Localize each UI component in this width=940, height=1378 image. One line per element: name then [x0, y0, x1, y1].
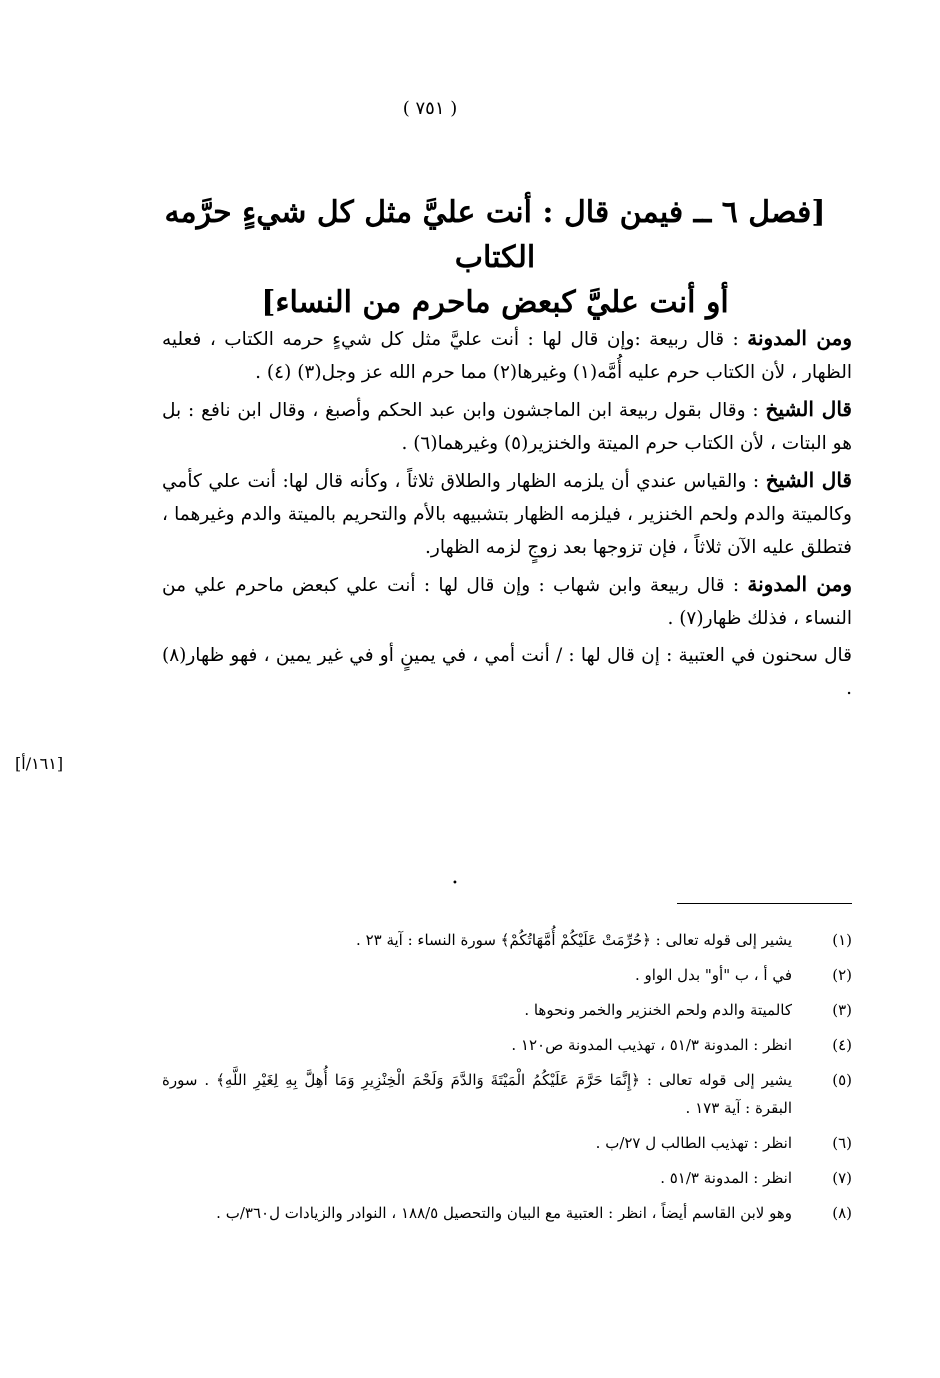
chapter-title-line-1: [فصل ٦ ــ فيمن قال : أنت عليَّ مثل كل شيءٍ حرَّمه الكتاب: [164, 195, 826, 275]
footnote-number: (٦): [832, 1134, 852, 1152]
footnote-text: يشير إلى قوله تعالى : ﴿إِنَّمَا حَرَّمَ عَلَيْكُمُ الْمَيْتَةَ وَالدَّمَ وَلَحْمَ الْخِنْزِيرِ وَمَا أُهِلَّ بِهِ لِغَيْرِ اللَّهِ﴾ . سورة البقرة : آية ١٧٣ .: [162, 1071, 792, 1117]
paragraph-text: قال سحنون في العتبية : إن قال لها : / أنت أمي ، في يمينٍ أو في غير يمين ، فهو ظهار(٨) .: [162, 645, 852, 699]
footnote-number: (١): [832, 931, 852, 949]
footnote-text: انظر : المدونة ٥١/٣ .: [660, 1169, 792, 1187]
footnote-text: انظر : تهذيب الطالب ل ٢٧/ب .: [595, 1134, 792, 1152]
paragraph-lead: ومن المدونة: [747, 326, 853, 350]
footnote-text: كالميتة والدم ولحم الخنزير والخمر ونحوها .: [524, 1001, 792, 1019]
chapter-title: [145, 190, 845, 325]
paragraph-lead: قال الشيخ: [765, 397, 852, 421]
footnote-number: (٣): [832, 1001, 852, 1019]
paragraph-text: : قال ربيعة :وإن قال لها : أنت عليَّ مثل كل شيءٍ حرمه الكتاب ، فعليه الظهار ، لأن الكتاب حرم عليه أُمَّه(١) وغيرها(٢) مما حرم الله عز وجل(٣) (٤) .: [162, 329, 852, 383]
footnote-text: وهو لابن القاسم أيضاً ، انظر : العتبية مع البيان والتحصيل ١٨٨/٥ ، النوادر والزيادات ل٣٦٠/ب .: [216, 1204, 792, 1222]
paragraph-text: : والقياس عندي أن يلزمه الظهار والطلاق ثلاثاً ، وكأنه قال لها: أنت علي كأمي وكالميتة والدم ولحم الخنزير ، فيلزمه الظهار بتشبيهه بالأم والتحريم بالميتة والدم وغيرهما ، فتطلق عليه الآن ثلاثاً ، فإن تزوجها بعد زوجٍ لزمه الظهار.: [162, 471, 852, 558]
footnote-text: انظر : المدونة ٥١/٣ ، تهذيب المدونة ص١٢٠ .: [511, 1036, 792, 1054]
paragraph-4: [162, 568, 852, 635]
paragraph-3: [162, 464, 852, 564]
page-number: ( ٧٥١ ): [402, 98, 458, 119]
print-dot: •: [452, 878, 458, 889]
footnote: [162, 961, 852, 989]
footnote: [162, 926, 852, 954]
manuscript-folio-reference: [١٦١/أ]: [15, 754, 64, 773]
main-text: [162, 322, 852, 709]
footnote: [162, 1129, 852, 1157]
footnote: [162, 1066, 852, 1122]
paragraph-text: : وقال بقول ربيعة ابن الماجشون وابن عبد الحكم وأصبغ ، وقال ابن نافع : بل هو البتات ، لأن الكتاب حرم الميتة والخنزير(٥) وغيرهما(٦) .: [162, 400, 852, 454]
footnote-text: في أ ، ب "أو" بدل الواو .: [634, 966, 792, 984]
footnote-number: (٧): [832, 1169, 852, 1187]
footnote-divider: [677, 903, 852, 904]
chapter-title-line-2: أو أنت عليَّ كبعض ماحرم من النساء]: [261, 285, 729, 320]
paragraph-text: : قال ربيعة وابن شهاب : وإن قال لها : أنت علي كبعض ماحرم علي من النساء ، فذلك ظهار(٧) .: [162, 575, 852, 629]
footnote: [162, 996, 852, 1024]
footnotes: [162, 926, 852, 1234]
paragraph-2: [162, 393, 852, 460]
footnote-number: (٤): [832, 1036, 852, 1054]
footnote-text: يشير إلى قوله تعالى : ﴿حُرِّمَتْ عَلَيْكُمْ أُمَّهَاتُكُمْ﴾ سورة النساء : آية ٢٣ .: [356, 931, 792, 949]
paragraph-5: [162, 639, 852, 705]
footnote-number: (٥): [832, 1071, 852, 1089]
paragraph-1: [162, 322, 852, 389]
footnote: [162, 1164, 852, 1192]
footnote: [162, 1031, 852, 1059]
footnote-number: (٢): [832, 966, 852, 984]
paragraph-lead: ومن المدونة: [747, 572, 852, 596]
footnote-number: (٨): [832, 1204, 852, 1222]
paragraph-lead: قال الشيخ: [765, 468, 852, 492]
footnote: [162, 1199, 852, 1227]
